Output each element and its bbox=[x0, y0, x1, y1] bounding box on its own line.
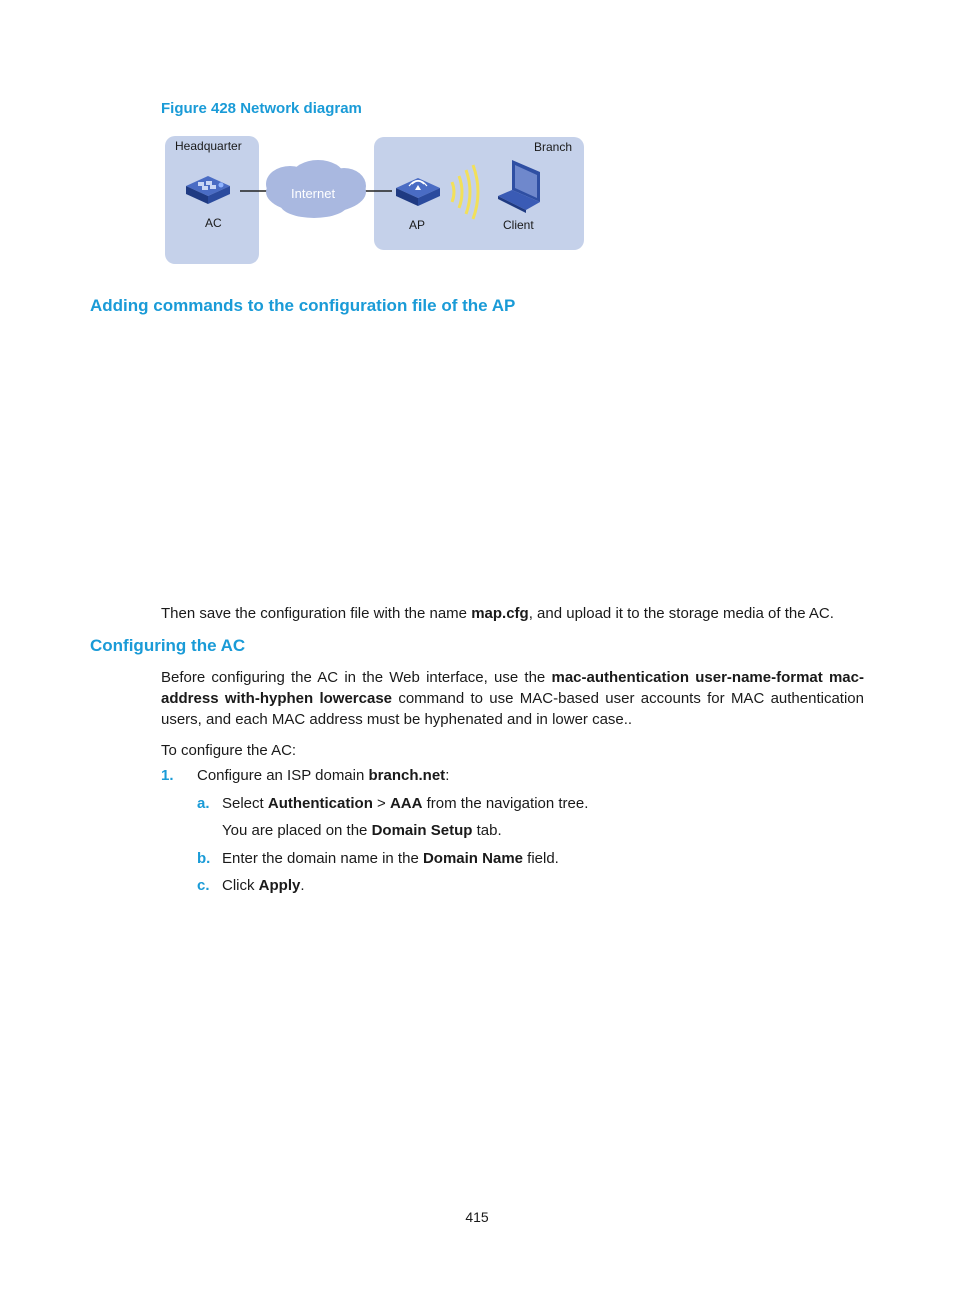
network-diagram bbox=[160, 132, 590, 272]
step-1-text bbox=[197, 767, 449, 784]
substep-a-post: from the navigation tree. bbox=[422, 795, 589, 812]
step-1-post: : bbox=[445, 767, 450, 784]
domain-name-field: Domain Name bbox=[422, 850, 523, 867]
substep-a-pre: Select bbox=[222, 795, 268, 812]
internet-label: Internet bbox=[291, 186, 336, 201]
domain-name-value: branch.net bbox=[368, 767, 446, 784]
headquarter-label: Headquarter bbox=[175, 139, 242, 153]
client-label: Client bbox=[503, 218, 534, 232]
step-1-pre: Configure an ISP domain bbox=[197, 767, 369, 784]
save-note-post: , and upload it to the storage media of the AC. bbox=[528, 605, 834, 622]
ap-label: AP bbox=[409, 218, 426, 232]
intro-command: mac-authentication user-name-format mac-address with-hyphen lowercase bbox=[161, 669, 864, 707]
to-configure-text: To configure the AC: bbox=[161, 742, 297, 759]
step-number: 1. bbox=[161, 767, 174, 784]
section-heading-configuring-ac: Configuring the AC bbox=[90, 636, 246, 655]
section-heading-ap-config: Adding commands to the configuration file of the AP bbox=[90, 296, 516, 315]
note-post: tab. bbox=[472, 822, 502, 839]
note-pre: You are placed on the bbox=[222, 822, 372, 839]
apply-button-label: Apply bbox=[258, 877, 301, 894]
substep-b-text bbox=[222, 850, 559, 867]
substep-letter-b: b. bbox=[197, 850, 211, 867]
substep-a-mid: > bbox=[372, 795, 390, 812]
substep-letter-a: a. bbox=[197, 795, 210, 812]
config-filename: map.cfg bbox=[471, 605, 529, 622]
substep-b-post: field. bbox=[523, 850, 559, 867]
substep-a-text bbox=[222, 795, 588, 812]
save-note bbox=[161, 603, 864, 624]
intro-paragraph bbox=[161, 667, 864, 730]
intro-post: command to use MAC-based user accounts for MAC authentication users, and each MAC address must be hyphenated and in lower case.. bbox=[161, 690, 864, 728]
save-note-pre: Then save the configuration file with the name bbox=[161, 605, 472, 622]
branch-label: Branch bbox=[534, 140, 573, 154]
substep-c-pre: Click bbox=[222, 877, 259, 894]
domain-setup-tab: Domain Setup bbox=[371, 822, 473, 839]
substep-a-note bbox=[222, 822, 502, 839]
ac-label: AC bbox=[205, 216, 222, 230]
page-number: 415 bbox=[465, 1209, 489, 1225]
intro-pre: Before configuring the AC in the Web interface, use the bbox=[161, 669, 552, 686]
substep-letter-c: c. bbox=[197, 877, 210, 894]
nav-authentication: Authentication bbox=[267, 795, 373, 812]
figure-caption: Figure 428 Network diagram bbox=[161, 100, 362, 117]
substep-b-pre: Enter the domain name in the bbox=[222, 850, 423, 867]
substep-c-text bbox=[222, 877, 305, 894]
substep-c-post: . bbox=[300, 877, 305, 894]
nav-aaa: AAA bbox=[389, 795, 423, 812]
